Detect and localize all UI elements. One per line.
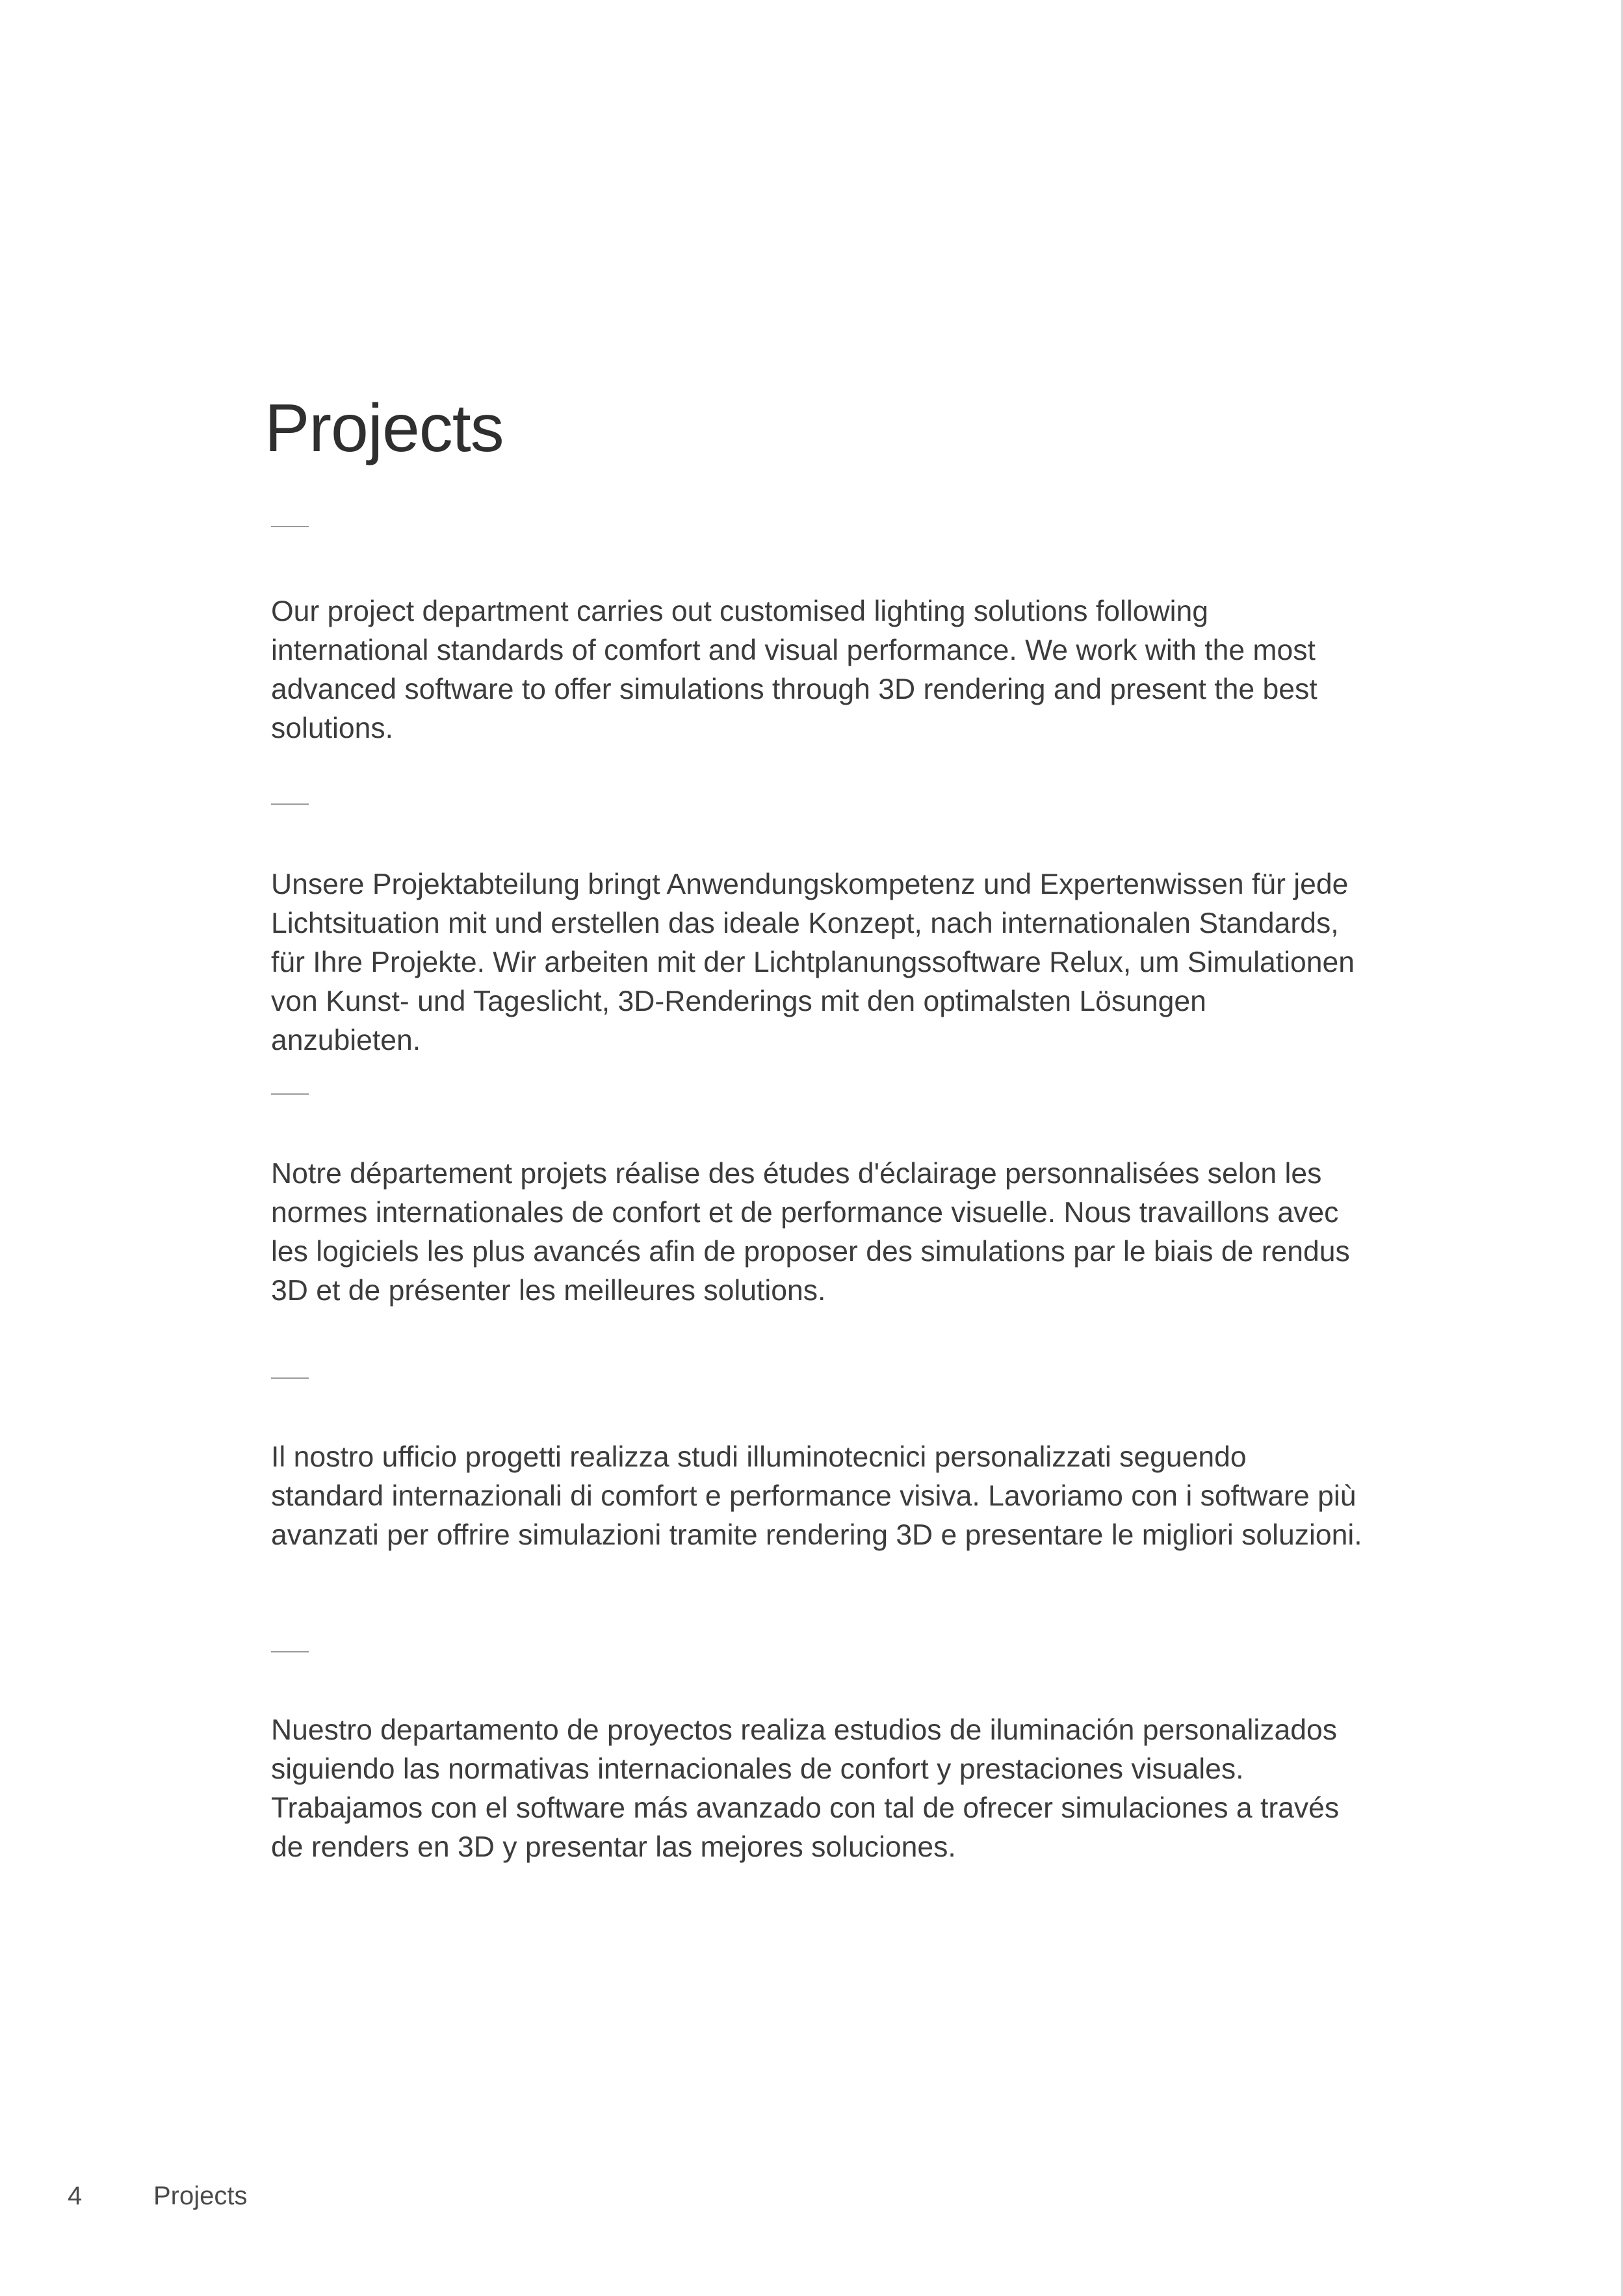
paragraph-german: Unsere Projektabteilung bringt Anwendungskompetenz und Expertenwissen für jede Lichtsituation mit und erstellen das ideale Konzept, nach internationalen Standards, für Ihre Projekte. Wir arbeiten mit der Lichtplanungssoftware Relux, um Simulationen von Kunst- und Tageslicht, 3D-Renderings mit den optimalsten Lösungen anzubieten. — [271, 868, 1355, 1056]
section-divider — [271, 1377, 309, 1379]
paragraph-english: Our project department carries out customised lighting solutions following international standards of comfort and visual performance. We work with the most advanced software to offer simulations through 3D rendering and present the best solutions. — [271, 595, 1318, 744]
paragraph-italian: Il nostro ufficio progetti realizza studi illuminotecnici personalizzati seguendo standard internazionali di comfort e performance visiva. Lavoriamo con i software più avanzati per offrire simulazioni tramite rendering 3D e presentare le migliori soluzioni. — [271, 1441, 1362, 1551]
paragraph-french: Notre département projets réalise des études d'éclairage personnalisées selon les normes internationales de confort et de performance visuelle. Nous travaillons avec les logiciels les plus avancés afin de proposer des simulations par le biais de rendus 3D et de présenter les meilleures solutions. — [271, 1158, 1350, 1307]
footer-page-number: 4 — [68, 2182, 83, 2210]
page-title: Projects — [265, 391, 504, 466]
section-divider — [271, 1651, 309, 1652]
footer-section-label: Projects — [153, 2182, 248, 2210]
section-divider — [271, 1093, 309, 1095]
section-divider — [271, 803, 309, 805]
paragraph-spanish: Nuestro departamento de proyectos realiza estudios de iluminación personalizados siguiendo las normativas internacionales de confort y prestaciones visuales. Trabajamos con el software más avanzado con tal de ofrecer simulaciones a través de renders en 3D y presentar las mejores soluciones. — [271, 1714, 1340, 1863]
section-divider — [271, 526, 309, 527]
